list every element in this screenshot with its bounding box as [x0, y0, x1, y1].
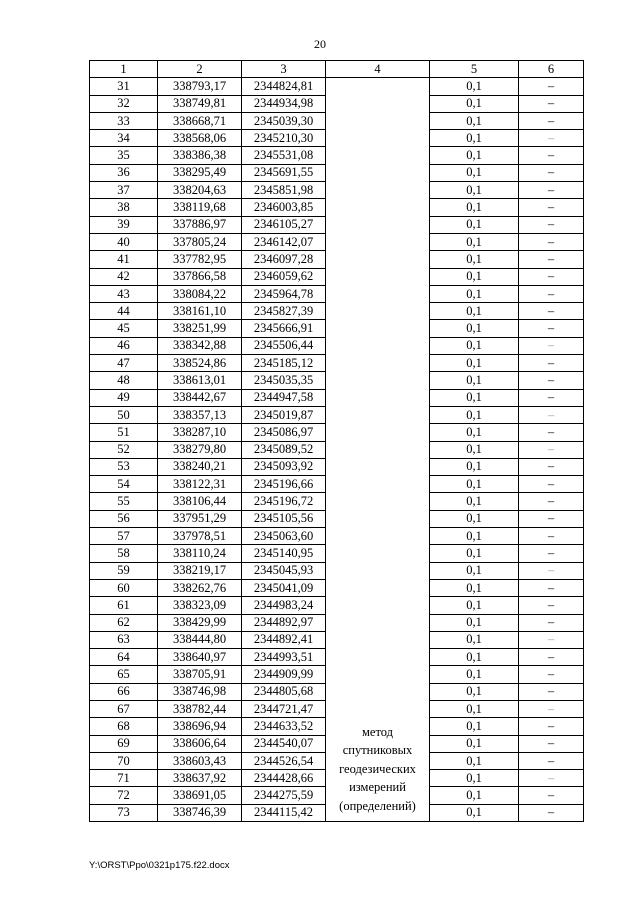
description-cell: –	[519, 545, 584, 562]
description-cell: –	[519, 199, 584, 216]
description-cell: –	[519, 735, 584, 752]
accuracy-cell: 0,1	[430, 614, 519, 631]
row-number-cell: 60	[90, 579, 158, 596]
description-cell: –	[519, 78, 584, 95]
header-cell-2: 2	[158, 61, 242, 78]
row-number-cell: 49	[90, 389, 158, 406]
accuracy-cell: 0,1	[430, 700, 519, 717]
x-coordinate-cell: 338357,13	[158, 406, 242, 423]
x-coordinate-cell: 338122,31	[158, 476, 242, 493]
description-cell: –	[519, 752, 584, 769]
x-coordinate-cell: 337951,29	[158, 510, 242, 527]
description-cell: –	[519, 164, 584, 181]
row-number-cell: 59	[90, 562, 158, 579]
row-number-cell: 46	[90, 337, 158, 354]
y-coordinate-cell: 2345196,66	[242, 476, 326, 493]
accuracy-cell: 0,1	[430, 95, 519, 112]
x-coordinate-cell: 338084,22	[158, 285, 242, 302]
y-coordinate-cell: 2345506,44	[242, 337, 326, 354]
y-coordinate-cell: 2345039,30	[242, 112, 326, 129]
y-coordinate-cell: 2345666,91	[242, 320, 326, 337]
description-cell: –	[519, 649, 584, 666]
description-cell: –	[519, 683, 584, 700]
method-line: (определений)	[339, 798, 416, 813]
x-coordinate-cell: 338386,38	[158, 147, 242, 164]
y-coordinate-cell: 2345041,09	[242, 579, 326, 596]
description-cell: –	[519, 130, 584, 147]
accuracy-cell: 0,1	[430, 130, 519, 147]
row-number-cell: 62	[90, 614, 158, 631]
y-coordinate-cell: 2344526,54	[242, 752, 326, 769]
row-number-cell: 31	[90, 78, 158, 95]
row-number-cell: 53	[90, 458, 158, 475]
y-coordinate-cell: 2345093,92	[242, 458, 326, 475]
y-coordinate-cell: 2346142,07	[242, 233, 326, 250]
y-coordinate-cell: 2345019,87	[242, 406, 326, 423]
y-coordinate-cell: 2344983,24	[242, 597, 326, 614]
row-number-cell: 58	[90, 545, 158, 562]
y-coordinate-cell: 2344909,99	[242, 666, 326, 683]
x-coordinate-cell: 338444,80	[158, 631, 242, 648]
description-cell: –	[519, 510, 584, 527]
row-number-cell: 68	[90, 718, 158, 735]
description-cell: –	[519, 666, 584, 683]
accuracy-cell: 0,1	[430, 718, 519, 735]
y-coordinate-cell: 2344824,81	[242, 78, 326, 95]
accuracy-cell: 0,1	[430, 112, 519, 129]
row-number-cell: 32	[90, 95, 158, 112]
accuracy-cell: 0,1	[430, 579, 519, 596]
description-cell: –	[519, 406, 584, 423]
description-cell: –	[519, 579, 584, 596]
row-number-cell: 36	[90, 164, 158, 181]
row-number-cell: 55	[90, 493, 158, 510]
y-coordinate-cell: 2345210,30	[242, 130, 326, 147]
method-line: измерений	[349, 780, 406, 795]
accuracy-cell: 0,1	[430, 251, 519, 268]
x-coordinate-cell: 338606,64	[158, 735, 242, 752]
description-cell: –	[519, 233, 584, 250]
y-coordinate-cell: 2345827,39	[242, 303, 326, 320]
table-row	[90, 78, 584, 95]
header-cell-6: 6	[519, 61, 584, 78]
accuracy-cell: 0,1	[430, 337, 519, 354]
row-number-cell: 72	[90, 787, 158, 804]
row-number-cell: 52	[90, 441, 158, 458]
description-cell: –	[519, 700, 584, 717]
y-coordinate-cell: 2345086,97	[242, 424, 326, 441]
accuracy-cell: 0,1	[430, 216, 519, 233]
row-number-cell: 61	[90, 597, 158, 614]
y-coordinate-cell: 2346105,27	[242, 216, 326, 233]
row-number-cell: 51	[90, 424, 158, 441]
x-coordinate-cell: 338106,44	[158, 493, 242, 510]
x-coordinate-cell: 338746,39	[158, 804, 242, 821]
x-coordinate-cell: 338287,10	[158, 424, 242, 441]
description-cell: –	[519, 147, 584, 164]
row-number-cell: 37	[90, 182, 158, 199]
accuracy-cell: 0,1	[430, 458, 519, 475]
description-cell: –	[519, 424, 584, 441]
y-coordinate-cell: 2344428,66	[242, 770, 326, 787]
row-number-cell: 48	[90, 372, 158, 389]
y-coordinate-cell: 2345185,12	[242, 355, 326, 372]
x-coordinate-cell: 337805,24	[158, 233, 242, 250]
x-coordinate-cell: 338640,97	[158, 649, 242, 666]
method-line: метод	[361, 724, 393, 739]
table-body	[90, 78, 584, 822]
row-number-cell: 57	[90, 528, 158, 545]
description-cell: –	[519, 597, 584, 614]
method-line: спутниковых	[342, 743, 413, 758]
x-coordinate-cell: 337866,58	[158, 268, 242, 285]
accuracy-cell: 0,1	[430, 355, 519, 372]
row-number-cell: 71	[90, 770, 158, 787]
description-cell: –	[519, 251, 584, 268]
x-coordinate-cell: 338429,99	[158, 614, 242, 631]
y-coordinate-cell: 2346003,85	[242, 199, 326, 216]
x-coordinate-cell: 338119,68	[158, 199, 242, 216]
row-number-cell: 33	[90, 112, 158, 129]
row-number-cell: 64	[90, 649, 158, 666]
row-number-cell: 39	[90, 216, 158, 233]
y-coordinate-cell: 2345089,52	[242, 441, 326, 458]
y-coordinate-cell: 2344633,52	[242, 718, 326, 735]
method-cell	[326, 78, 430, 822]
row-number-cell: 42	[90, 268, 158, 285]
x-coordinate-cell: 338568,06	[158, 130, 242, 147]
accuracy-cell: 0,1	[430, 476, 519, 493]
x-coordinate-cell: 337886,97	[158, 216, 242, 233]
x-coordinate-cell: 338746,98	[158, 683, 242, 700]
description-cell: –	[519, 95, 584, 112]
x-coordinate-cell: 338613,01	[158, 372, 242, 389]
y-coordinate-cell: 2345691,55	[242, 164, 326, 181]
y-coordinate-cell: 2344275,59	[242, 787, 326, 804]
x-coordinate-cell: 338240,21	[158, 458, 242, 475]
x-coordinate-cell: 338279,80	[158, 441, 242, 458]
row-number-cell: 73	[90, 804, 158, 821]
x-coordinate-cell: 338524,86	[158, 355, 242, 372]
accuracy-cell: 0,1	[430, 182, 519, 199]
description-cell: –	[519, 493, 584, 510]
accuracy-cell: 0,1	[430, 683, 519, 700]
accuracy-cell: 0,1	[430, 562, 519, 579]
x-coordinate-cell: 338442,67	[158, 389, 242, 406]
y-coordinate-cell: 2345851,98	[242, 182, 326, 199]
header-cell-5: 5	[430, 61, 519, 78]
description-cell: –	[519, 804, 584, 821]
x-coordinate-cell: 338323,09	[158, 597, 242, 614]
row-number-cell: 43	[90, 285, 158, 302]
accuracy-cell: 0,1	[430, 441, 519, 458]
row-number-cell: 63	[90, 631, 158, 648]
x-coordinate-cell: 338161,10	[158, 303, 242, 320]
x-coordinate-cell: 338262,76	[158, 579, 242, 596]
method-line: геодезических	[339, 761, 416, 776]
row-number-cell: 38	[90, 199, 158, 216]
x-coordinate-cell: 338749,81	[158, 95, 242, 112]
accuracy-cell: 0,1	[430, 372, 519, 389]
description-cell: –	[519, 355, 584, 372]
accuracy-cell: 0,1	[430, 199, 519, 216]
accuracy-cell: 0,1	[430, 752, 519, 769]
row-number-cell: 70	[90, 752, 158, 769]
accuracy-cell: 0,1	[430, 735, 519, 752]
accuracy-cell: 0,1	[430, 389, 519, 406]
y-coordinate-cell: 2346059,62	[242, 268, 326, 285]
y-coordinate-cell: 2344934,98	[242, 95, 326, 112]
accuracy-cell: 0,1	[430, 510, 519, 527]
x-coordinate-cell: 338668,71	[158, 112, 242, 129]
description-cell: –	[519, 182, 584, 199]
description-cell: –	[519, 631, 584, 648]
row-number-cell: 45	[90, 320, 158, 337]
y-coordinate-cell: 2344892,41	[242, 631, 326, 648]
description-cell: –	[519, 528, 584, 545]
y-coordinate-cell: 2344993,51	[242, 649, 326, 666]
x-coordinate-cell: 338793,17	[158, 78, 242, 95]
accuracy-cell: 0,1	[430, 147, 519, 164]
description-cell: –	[519, 372, 584, 389]
y-coordinate-cell: 2345964,78	[242, 285, 326, 302]
description-cell: –	[519, 285, 584, 302]
row-number-cell: 40	[90, 233, 158, 250]
accuracy-cell: 0,1	[430, 545, 519, 562]
y-coordinate-cell: 2344947,58	[242, 389, 326, 406]
x-coordinate-cell: 338342,88	[158, 337, 242, 354]
footer-file-path: Y:\ORST\Ppo\0321p175.f22.docx	[89, 860, 230, 871]
row-number-cell: 50	[90, 406, 158, 423]
row-number-cell: 65	[90, 666, 158, 683]
description-cell: –	[519, 268, 584, 285]
description-cell: –	[519, 320, 584, 337]
row-number-cell: 56	[90, 510, 158, 527]
description-cell: –	[519, 787, 584, 804]
x-coordinate-cell: 338204,63	[158, 182, 242, 199]
description-cell: –	[519, 216, 584, 233]
x-coordinate-cell: 338696,94	[158, 718, 242, 735]
x-coordinate-cell: 337978,51	[158, 528, 242, 545]
accuracy-cell: 0,1	[430, 78, 519, 95]
x-coordinate-cell: 338110,24	[158, 545, 242, 562]
accuracy-cell: 0,1	[430, 268, 519, 285]
y-coordinate-cell: 2345105,56	[242, 510, 326, 527]
accuracy-cell: 0,1	[430, 597, 519, 614]
accuracy-cell: 0,1	[430, 233, 519, 250]
y-coordinate-cell: 2344540,07	[242, 735, 326, 752]
coordinates-table	[89, 60, 584, 822]
row-number-cell: 41	[90, 251, 158, 268]
accuracy-cell: 0,1	[430, 285, 519, 302]
description-cell: –	[519, 458, 584, 475]
header-cell-4: 4	[326, 61, 430, 78]
x-coordinate-cell: 338705,91	[158, 666, 242, 683]
accuracy-cell: 0,1	[430, 770, 519, 787]
description-cell: –	[519, 441, 584, 458]
x-coordinate-cell: 338603,43	[158, 752, 242, 769]
description-cell: –	[519, 718, 584, 735]
row-number-cell: 34	[90, 130, 158, 147]
y-coordinate-cell: 2345035,35	[242, 372, 326, 389]
accuracy-cell: 0,1	[430, 406, 519, 423]
row-number-cell: 47	[90, 355, 158, 372]
description-cell: –	[519, 476, 584, 493]
row-number-cell: 66	[90, 683, 158, 700]
row-number-cell: 54	[90, 476, 158, 493]
accuracy-cell: 0,1	[430, 666, 519, 683]
row-number-cell: 44	[90, 303, 158, 320]
x-coordinate-cell: 338782,44	[158, 700, 242, 717]
description-cell: –	[519, 303, 584, 320]
description-cell: –	[519, 112, 584, 129]
y-coordinate-cell: 2344805,68	[242, 683, 326, 700]
accuracy-cell: 0,1	[430, 164, 519, 181]
page-number: 20	[314, 37, 326, 51]
y-coordinate-cell: 2344892,97	[242, 614, 326, 631]
accuracy-cell: 0,1	[430, 493, 519, 510]
row-number-cell: 67	[90, 700, 158, 717]
accuracy-cell: 0,1	[430, 804, 519, 821]
y-coordinate-cell: 2344115,42	[242, 804, 326, 821]
row-number-cell: 35	[90, 147, 158, 164]
description-cell: –	[519, 614, 584, 631]
table-header-row	[90, 61, 584, 78]
accuracy-cell: 0,1	[430, 787, 519, 804]
header-cell-3: 3	[242, 61, 326, 78]
x-coordinate-cell: 337782,95	[158, 251, 242, 268]
x-coordinate-cell: 338295,49	[158, 164, 242, 181]
accuracy-cell: 0,1	[430, 424, 519, 441]
y-coordinate-cell: 2345531,08	[242, 147, 326, 164]
x-coordinate-cell: 338637,92	[158, 770, 242, 787]
x-coordinate-cell: 338691,05	[158, 787, 242, 804]
y-coordinate-cell: 2345063,60	[242, 528, 326, 545]
x-coordinate-cell: 338219,17	[158, 562, 242, 579]
y-coordinate-cell: 2345196,72	[242, 493, 326, 510]
y-coordinate-cell: 2345045,93	[242, 562, 326, 579]
description-cell: –	[519, 562, 584, 579]
description-cell: –	[519, 389, 584, 406]
y-coordinate-cell: 2344721,47	[242, 700, 326, 717]
accuracy-cell: 0,1	[430, 631, 519, 648]
description-cell: –	[519, 770, 584, 787]
accuracy-cell: 0,1	[430, 320, 519, 337]
x-coordinate-cell: 338251,99	[158, 320, 242, 337]
y-coordinate-cell: 2345140,95	[242, 545, 326, 562]
header-cell-1: 1	[90, 61, 158, 78]
accuracy-cell: 0,1	[430, 528, 519, 545]
accuracy-cell: 0,1	[430, 649, 519, 666]
accuracy-cell: 0,1	[430, 303, 519, 320]
row-number-cell: 69	[90, 735, 158, 752]
y-coordinate-cell: 2346097,28	[242, 251, 326, 268]
description-cell: –	[519, 337, 584, 354]
